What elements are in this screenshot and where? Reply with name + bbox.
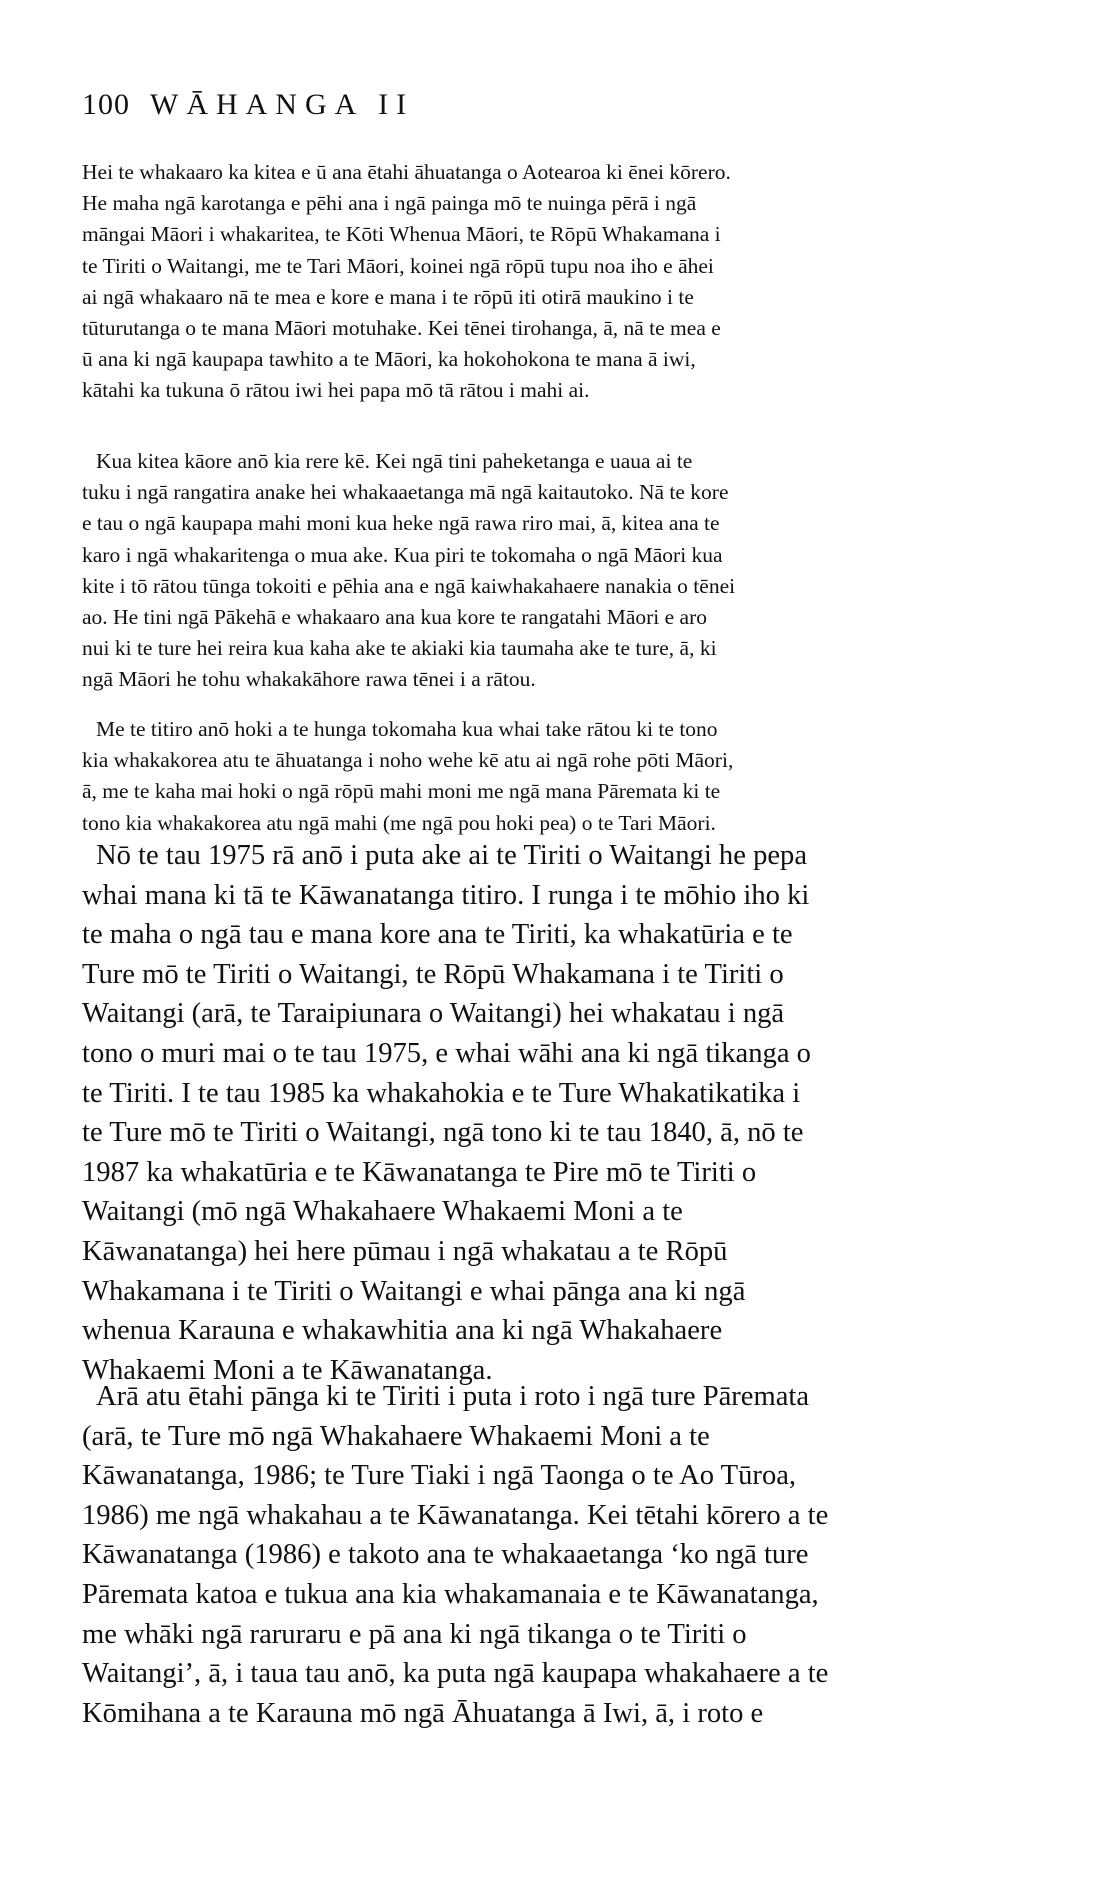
paragraph-line: Kōmihana a te Karauna mō ngā Āhuatanga ā Iwi, ā, i roto e (82, 1697, 764, 1729)
paragraph-line: Arā atu ētahi pānga ki te Tiriti i puta i roto i ngā ture Pāremata (96, 1381, 810, 1412)
paragraph-line: Nō te tau 1975 rā anō i puta ake ai te Tiriti o Waitangi he pepa (96, 840, 808, 871)
paragraph-line: Waitangi (mō ngā Whakahaere Whakaemi Moni a te (82, 1196, 683, 1228)
section-label: WĀHANGA II (150, 88, 415, 121)
paragraph-line: e tau o ngā kaupapa mahi moni kua heke ngā rawa riro mai, ā, kitea ana te (82, 511, 720, 536)
paragraph-line: te maha o ngā tau e mana kore ana te Tiriti, ka whakatūria e te (82, 919, 793, 951)
paragraph-line: me whāki ngā raruraru e pā ana ki ngā tikanga o te Tiriti o (82, 1618, 747, 1650)
paragraph-line: te Tiriti o Waitangi, me te Tari Māori, koinei ngā rōpū tupu noa iho e āhei (82, 253, 714, 278)
paragraph-line: tuku i ngā rangatira anake hei whakaaetanga mā ngā kaitautoko. Nā te kore (82, 480, 729, 505)
paragraph-2 (82, 446, 972, 696)
paragraph-line: Whakamana i te Tiriti o Waitangi e whai pānga ana ki ngā (82, 1275, 746, 1307)
paragraph-line: Whakaemi Moni a te Kāwanatanga. (82, 1354, 493, 1386)
paragraph-line: (arā, te Ture mō ngā Whakahaere Whakaemi Moni a te (82, 1420, 710, 1452)
paragraph-line: Kāwanatanga) hei here pūmau i ngā whakatau a te Rōpū (82, 1235, 728, 1267)
page-number: 100 (82, 88, 130, 121)
paragraph-line: Hei te whakaaro ka kitea e ū ana ētahi āhuatanga o Aotearoa ki ēnei kōrero. (82, 160, 731, 184)
paragraph-line: kia whakakorea atu te āhuatanga i noho wehe kē atu ai ngā rohe pōti Māori, (82, 748, 734, 773)
paragraph-line: tono kia whakakorea atu ngā mahi (me ngā pou hoki pea) o te Tari Māori. (82, 810, 716, 835)
paragraph-line: 1987 ka whakatūria e te Kāwanatanga te Pire mō te Tiriti o (82, 1156, 757, 1188)
running-head (82, 88, 414, 122)
paragraph-line: karo i ngā whakaritenga o mua ake. Kua piri te tokomaha o ngā Māori kua (82, 542, 723, 567)
paragraph-line: Ture mō te Tiriti o Waitangi, te Rōpū Whakamana i te Tiriti o (82, 958, 784, 990)
paragraph-line: Pāremata katoa e tukua ana kia whakamanaia e te Kāwanatanga, (82, 1578, 819, 1610)
paragraph-line: Kāwanatanga (1986) e takoto ana te whakaaetanga ‘ko ngā ture (82, 1539, 809, 1571)
paragraph-line: māngai Māori i whakaritea, te Kōti Whenua Māori, te Rōpū Whakamana i (82, 222, 721, 247)
paragraph-line: te Tiriti. I te tau 1985 ka whakahokia e te Ture Whakatikatika i (82, 1077, 801, 1109)
paragraph-line: Kua kitea kāore anō kia rere kē. Kei ngā tini paheketanga e uaua ai te (96, 449, 693, 473)
paragraph-line: 1986) me ngā whakahau a te Kāwanatanga. Kei tētahi kōrero a te (82, 1499, 829, 1531)
paragraph-line: nui ki te ture hei reira kua kaha ake te akiaki kia taumaha ake te ture, ā, ki (82, 636, 717, 661)
paragraph-5 (82, 1377, 972, 1733)
paragraph-line: Waitangi (arā, te Taraipiunara o Waitangi) hei whakatau i ngā (82, 998, 785, 1030)
paragraph-1 (82, 157, 972, 407)
paragraph-line: ngā Māori he tohu whakakāhore rawa tēnei i a rātou. (82, 667, 536, 692)
paragraph-line: kātahi ka tukuna ō rātou iwi hei papa mō tā rātou i mahi ai. (82, 378, 590, 403)
paragraph-line: te Ture mō te Tiriti o Waitangi, ngā tono ki te tau 1840, ā, nō te (82, 1117, 804, 1149)
paragraph-line: He maha ngā karotanga e pēhi ana i ngā painga mō te nuinga pērā i ngā (82, 191, 697, 216)
paragraph-line: tūturutanga o te mana Māori motuhake. Kei tēnei tirohanga, ā, nā te mea e (82, 316, 721, 341)
paragraph-line: ā, me te kaha mai hoki o ngā rōpū mahi moni me ngā mana Pāremata ki te (82, 779, 721, 804)
paragraph-line: ai ngā whakaaro nā te mea e kore e mana i te rōpū iti otirā maukino i te (82, 284, 694, 309)
paragraph-line: ao. He tini ngā Pākehā e whakaaro ana kua kore te rangatahi Māori e aro (82, 605, 708, 630)
paragraph-line: whenua Karauna e whakawhitia ana ki ngā Whakahaere (82, 1315, 723, 1347)
paragraph-line: Kāwanatanga, 1986; te Ture Tiaki i ngā Taonga o te Ao Tūroa, (82, 1460, 797, 1492)
paragraph-4 (82, 836, 972, 1390)
paragraph-line: tono o muri mai o te tau 1975, e whai wāhi ana ki ngā tikanga o (82, 1037, 811, 1069)
paragraph-line: whai mana ki tā te Kāwanatanga titiro. I runga i te mōhio iho ki (82, 879, 810, 911)
paragraph-3 (82, 714, 972, 839)
paragraph-line: ū ana ki ngā kaupapa tawhito a te Māori, ka hokohokona te mana ā iwi, (82, 347, 696, 372)
paragraph-line: Waitangi’, ā, i taua tau anō, ka puta ngā kaupapa whakahaere a te (82, 1658, 829, 1690)
paragraph-line: Me te titiro anō hoki a te hunga tokomaha kua whai take rātou ki te tono (96, 717, 718, 741)
paragraph-line: kite i tō rātou tūnga tokoiti e pēhia ana e ngā kaiwhakahaere nanakia o tēnei (82, 573, 736, 598)
